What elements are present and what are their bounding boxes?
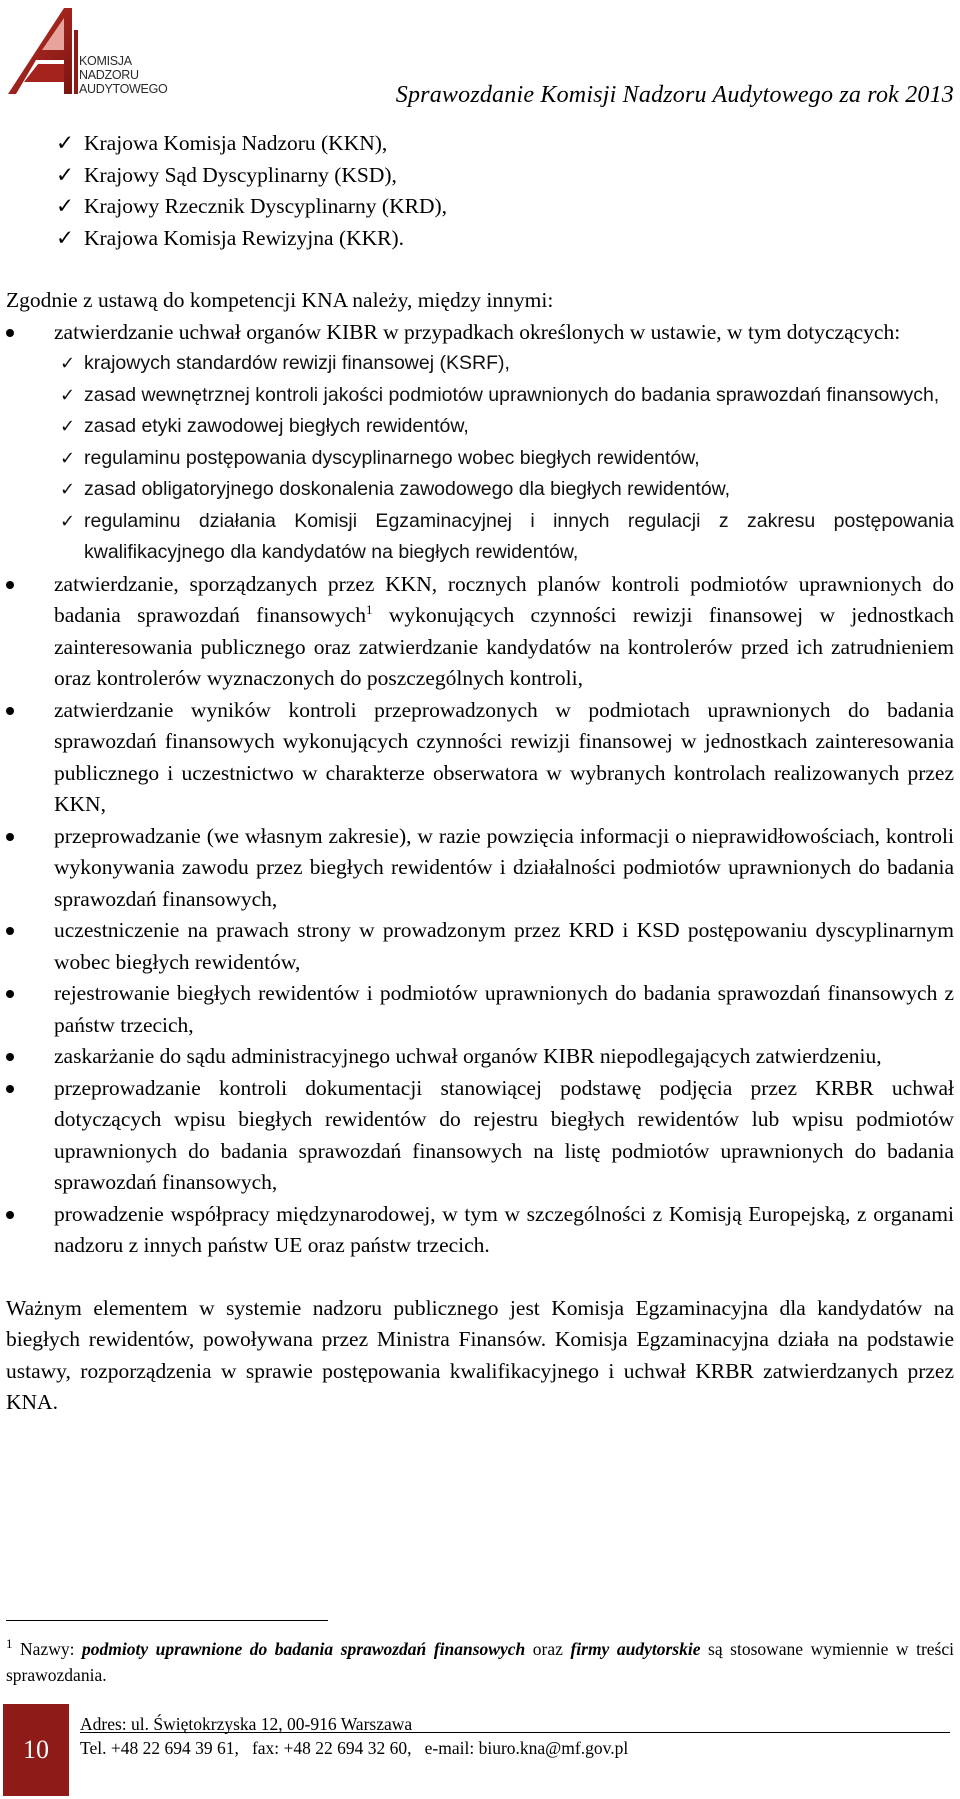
check-icon: ✓: [60, 479, 76, 500]
check-icon: ✓: [56, 225, 75, 250]
list-item: [6, 317, 954, 569]
sub-list-item-text: krajowych standardów rewizji finansowej (KSRF),: [84, 352, 510, 374]
footnote: [6, 1636, 954, 1688]
sub-list-item: [54, 380, 954, 412]
list-item: [6, 915, 954, 978]
bullet-icon: [6, 927, 14, 935]
footnote-text: oraz: [525, 1639, 571, 1659]
footnote-text: Nazwy:: [20, 1639, 83, 1659]
logo-text-line: AUDYTOWEGO: [79, 82, 168, 96]
sub-list-item-text: zasad wewnętrznej kontroli jakości podmiotów uprawnionych do badania sprawozdań finansowych,: [84, 383, 940, 406]
check-icon: ✓: [56, 162, 75, 187]
bullet-icon: [6, 1211, 14, 1219]
check-icon: ✓: [56, 131, 75, 155]
footnote-number: 1: [6, 1636, 13, 1652]
check-icon: ✓: [60, 447, 76, 469]
list-item-text: Krajowy Sąd Dyscyplinarny (KSD),: [84, 162, 397, 187]
list-item-text: Krajowa Komisja Nadzoru (KKN),: [84, 131, 388, 155]
footer-divider: [80, 1732, 950, 1733]
sub-list-item-text: regulaminu działania Komisji Egzaminacyjnej i innych regulacji z zakresu postępowania kwalifikacyjnego dla kandydatów na biegłych rewidentów,: [84, 509, 954, 563]
sub-list-item: [54, 411, 954, 443]
list-item-text: uczestniczenie na prawach strony w prowadzonym przez KRD i KSD postępowaniu dyscyplinarnym wobec biegłych rewidentów,: [54, 918, 954, 974]
check-icon: ✓: [60, 416, 76, 437]
footer-address: Adres: ul. Świętokrzyska 12, 00-916 Warszawa: [80, 1714, 413, 1734]
list-item-text: Krajowa Komisja Rewizyjna (KKR).: [84, 225, 405, 250]
closing-paragraph: Ważnym elementem w systemie nadzoru publicznego jest Komisja Egzaminacyjna dla kandydatów na biegłych rewidentów, powoływana przez Ministra Finansów. Komisja Egzaminacyjna działa na podstawie ustawy, rozporządzenia w sprawie postępowania kwalifikacyjnego i uchwał KRBR zatwierdzanych przez KNA.: [6, 1295, 954, 1414]
sub-list-item: [54, 443, 954, 475]
sub-list-item: [54, 506, 954, 569]
sub-list-item-text: zasad obligatoryjnego doskonalenia zawodowego dla biegłych rewidentów,: [84, 478, 731, 500]
report-title: Sprawozdanie Komisji Nadzoru Audytowego za rok 2013: [395, 82, 954, 108]
list-item: [6, 695, 954, 821]
check-icon: ✓: [60, 384, 76, 406]
list-item: [6, 821, 954, 916]
list-item-text: rejestrowanie biegłych rewidentów i podmiotów uprawnionych do badania sprawozdań finansowych z państw trzecich,: [54, 981, 954, 1037]
list-item-text: zatwierdzanie uchwał organów KIBR w przypadkach określonych w ustawie, w tym dotyczących:: [54, 319, 901, 344]
footnote-ref[interactable]: 1: [366, 601, 373, 617]
list-item: [6, 1041, 954, 1073]
page-number-text: 10: [23, 1735, 49, 1764]
list-item-text: zatwierdzanie, sporządzanych przez KKN, rocznych planów kontroli podmiotów uprawnionych do badania sprawozdań finansowych: [54, 571, 954, 627]
bullet-icon: [6, 329, 14, 337]
page-number: [3, 1704, 69, 1796]
list-item: [6, 191, 954, 223]
bodies-list: [6, 128, 954, 254]
check-icon: ✓: [60, 510, 76, 532]
bullet-icon: [6, 1053, 14, 1061]
sub-list: [54, 348, 954, 569]
check-icon: ✓: [56, 194, 75, 218]
check-icon: ✓: [60, 353, 76, 374]
footnote-term: podmioty uprawnione do badania sprawozdań finansowych: [82, 1639, 526, 1659]
list-item: [6, 160, 954, 192]
list-item-text: przeprowadzanie kontroli dokumentacji stanowiącej podstawę podjęcia przez KRBR uchwał dotyczących wpisu biegłych rewidentów do rejestru biegłych rewidentów lub wpisu podmiotów uprawnionych do badania sprawozdań finansowych na listę podmiotów uprawnionych do badania sprawozdań finansowych,: [54, 1075, 954, 1194]
list-item: [6, 978, 954, 1041]
kna-logo: [6, 2, 176, 102]
list-item: [6, 223, 954, 255]
list-item-text: wykonujących czynności rewizji finansowej w jednostkach zainteresowania publicznego oraz zatwierdzanie kandydatów na kontrolerów przed ich zatrudnieniem oraz kontrolerów wyznaczonych do poszczególnych kontroli,: [54, 603, 954, 690]
bullet-icon: [6, 990, 14, 998]
list-item-text: Krajowy Rzecznik Dyscyplinarny (KRD),: [84, 194, 448, 218]
footer-contact: Tel. +48 22 694 39 61, fax: +48 22 694 32 60, e-mail: biuro.kna@mf.gov.pl: [80, 1738, 629, 1758]
bullet-icon: [6, 707, 14, 715]
list-item-text: przeprowadzanie (we własnym zakresie), w razie powzięcia informacji o nieprawidłowościach, kontroli wykonywania zawodu przez biegłych rewidentów i działalności podmiotów uprawnionych do badania sprawozdań finansowych,: [54, 823, 954, 911]
footnote-divider: [6, 1620, 328, 1621]
sub-list-item: [54, 474, 954, 506]
list-item: [6, 569, 954, 695]
list-item: [6, 1073, 954, 1199]
sub-list-item: [54, 348, 954, 380]
bullet-icon: [6, 833, 14, 841]
main-content: [6, 128, 954, 1419]
sub-list-item-text: zasad etyki zawodowej biegłych rewidentów,: [84, 415, 469, 437]
sub-list-item-text: regulaminu postępowania dyscyplinarnego wobec biegłych rewidentów,: [84, 446, 700, 469]
list-item: [6, 1199, 954, 1262]
bullet-icon: [6, 581, 14, 589]
footnote-text: są stosowane wymiennie w treści sprawozdania.: [6, 1639, 954, 1685]
competencies-list: [6, 317, 954, 1262]
list-item: [6, 128, 954, 160]
logo-text-line: KOMISJA: [79, 54, 132, 68]
list-item-text: prowadzenie współpracy międzynarodowej, w tym w szczególności z Komisją Europejską, z organami nadzoru z innych państw UE oraz państw trzecich.: [54, 1201, 954, 1257]
footnote-term: firmy audytorskie: [570, 1639, 701, 1659]
bullet-icon: [6, 1085, 14, 1093]
list-item-text: zaskarżanie do sądu administracyjnego uchwał organów KIBR niepodlegających zatwierdzeniu,: [54, 1044, 882, 1068]
list-item-text: zatwierdzanie wyników kontroli przeprowadzonych w podmiotach uprawnionych do badania sprawozdań finansowych wykonujących czynności rewizji finansowej w jednostkach zainteresowania publicznego i uczestnictwo w charakterze obserwatora w wybranych kontrolach realizowanych przez KKN,: [54, 697, 954, 816]
logo-text-line: NADZORU: [79, 68, 139, 82]
intro-paragraph: Zgodnie z ustawą do kompetencji KNA należy, między innymi:: [6, 288, 554, 312]
